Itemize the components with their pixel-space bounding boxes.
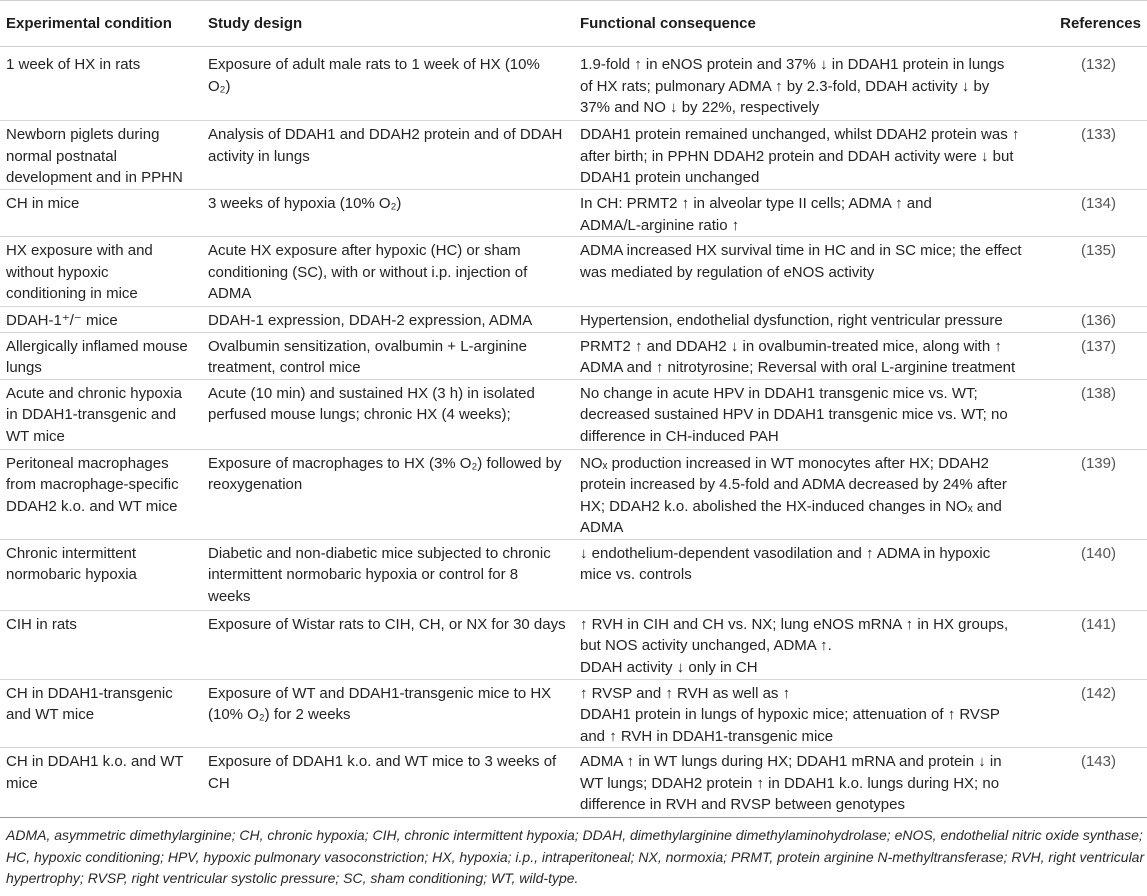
cell-text-line: CH in DDAH1-transgenic [6,684,173,702]
cell-text-line: Newborn piglets during [6,126,160,143]
cell-design [202,539,574,610]
cell-consequence [574,539,1029,610]
cell-text-line: ↓ endothelium-dependent vasodilation and ↑ ADMA in hypoxic [580,544,991,562]
cell-text-line: DDAH1 protein remained unchanged, whilst DDAH2 protein was ↑ [580,126,1020,143]
table-row [0,332,1147,379]
cell-design [202,332,574,379]
footnote-line: HC, hypoxic conditioning; HPV, hypoxic pulmonary vasoconstriction; HX, hypoxia; i.p., intraperitoneal; NX, normoxia; PRMT, protein arginine N-methyltransferase; RVH, right ventricular [6,848,1145,865]
cell-text-line: after birth; in PPHN DDAH2 protein and DDAH activity were ↓ but [580,147,1014,165]
cell-text-line: Acute (10 min) and sustained HX (3 h) in isolated [208,384,535,402]
cell-design [202,121,574,190]
cell-condition [0,237,202,307]
cell-text-line: CH in mice [6,195,80,212]
table-row [0,539,1147,610]
cell-design [202,47,574,121]
cell-condition [0,379,202,449]
cell-text-line: DDAH-1 expression, DDAH-2 expression, ADMA [208,312,533,329]
cell-design [202,679,574,748]
cell-text-line: mice [6,774,38,792]
cell-text-line: Peritoneal macrophages [6,454,169,472]
cell-condition [0,121,202,190]
cell-text-line: WT mice [6,427,65,445]
cell-design [202,237,574,307]
cell-reference: (132) [1029,47,1147,121]
cell-text-line: conditioning (SC), with or without i.p. injection of [208,263,528,281]
cell-text-line: DDAH1 protein unchanged [580,169,760,186]
cell-text-line: Exposure of WT and DDAH1-transgenic mice to HX [208,684,552,702]
cell-text-line: 3 weeks of hypoxia (10% O₂) [208,195,402,212]
cell-text-line: No change in acute HPV in DDAH1 transgenic mice vs. WT; [580,384,978,402]
cell-text-line: reoxygenation [208,476,303,493]
cell-condition [0,332,202,379]
cell-reference: (139) [1029,449,1147,539]
cell-text-line: mice vs. controls [580,566,692,583]
cell-design [202,748,574,818]
cell-reference: (138) [1029,379,1147,449]
cell-text-line: ADMA and ↑ nitrotyrosine; Reversal with oral L-arginine treatment [580,359,1016,376]
cell-text-line: CIH in rats [6,615,77,633]
cell-text-line: Exposure of Wistar rats to CIH, CH, or NX for 30 days [208,615,566,633]
cell-text-line: ADMA ↑ in WT lungs during HX; DDAH1 mRNA and protein ↓ in [580,753,1002,770]
cell-text-line: lungs [6,359,42,376]
cell-text-line: Acute and chronic hypoxia [6,384,182,402]
cell-design [202,190,574,237]
cell-text-line: O₂) [208,77,231,95]
cell-text-line: Diabetic and non-diabetic mice subjected to chronic [208,544,551,562]
table-row [0,748,1147,818]
table-row [0,307,1147,333]
cell-reference: (135) [1029,237,1147,307]
cell-text-line: and ↑ RVH in DDAH1-transgenic mice [580,727,834,745]
cell-condition [0,307,202,333]
cell-text-line: PRMT2 ↑ and DDAH2 ↓ in ovalbumin-treated mice, along with ↑ [580,337,1002,355]
cell-design [202,307,574,333]
header-study-design: Study design [202,1,574,47]
cell-text-line: DDAH1 protein in lungs of hypoxic mice; attenuation of ↑ RVSP [580,706,1000,723]
cell-text-line: activity in lungs [208,147,310,165]
table-row [0,121,1147,190]
cell-text-line: CH in DDAH1 k.o. and WT [6,753,184,770]
cell-consequence [574,748,1029,818]
cell-consequence [574,332,1029,379]
cell-condition [0,748,202,818]
table-row [0,449,1147,539]
cell-reference: (142) [1029,679,1147,748]
cell-condition [0,449,202,539]
cell-text-line: 1.9-fold ↑ in eNOS protein and 37% ↓ in DDAH1 protein in lungs [580,56,1005,73]
header-experimental-condition: Experimental condition [0,1,202,47]
table-row [0,379,1147,449]
cell-condition [0,190,202,237]
cell-consequence [574,237,1029,307]
cell-text-line: perfused mouse lungs; chronic HX (4 weeks); [208,406,511,423]
header-functional-consequence: Functional consequence [574,1,1029,47]
cell-reference: (133) [1029,121,1147,190]
table-row [0,610,1147,679]
cell-condition [0,539,202,610]
cell-text-line: ADMA [208,285,252,302]
cell-condition [0,610,202,679]
cell-text-line: (10% O₂) for 2 weeks [208,706,351,723]
cell-condition [0,679,202,748]
cell-text-line: Exposure of adult male rats to 1 week of HX (10% [208,56,540,73]
footnote-line: hypertrophy; RVSP, right ventricular systolic pressure; SC, sham conditioning; WT, wild-type. [6,870,579,886]
cell-text-line: Exposure of macrophages to HX (3% O₂) followed by [208,454,562,472]
footnote-line: ADMA, asymmetric dimethylarginine; CH, chronic hypoxia; CIH, chronic intermittent hypoxia; DDAH, dimethylarginine dimethylaminohydrolase; eNOS, endothelial nitric oxide synthase; [6,827,1143,843]
cell-design [202,449,574,539]
cell-text-line: ADMA/L-arginine ratio ↑ [580,216,740,234]
cell-text-line: CH [208,774,230,792]
cell-reference: (134) [1029,190,1147,237]
cell-text-line: 37% and NO ↓ by 22%, respectively [580,99,820,116]
cell-text-line: Ovalbumin sensitization, ovalbumin + L-arginine [208,337,527,355]
cell-text-line: HX exposure with and [6,242,153,259]
cell-text-line: ↑ RVH in CIH and CH vs. NX; lung eNOS mRNA ↑ in HX groups, [580,615,1009,633]
cell-text-line: difference in CH-induced PAH [580,427,779,445]
cell-condition [0,47,202,121]
header-references: References [1029,1,1147,47]
cell-text-line: decreased sustained HPV in DDAH1 transgenic mice vs. WT; no [580,406,1008,423]
cell-text-line: ADMA increased HX survival time in HC and in SC mice; the effect [580,242,1022,259]
cell-text-line: intermittent normobaric hypoxia or control for 8 [208,566,519,583]
cell-consequence [574,307,1029,333]
cell-text-line: Acute HX exposure after hypoxic (HC) or sham [208,242,521,259]
cell-text-line: weeks [208,587,251,605]
cell-text-line: of HX rats; pulmonary ADMA ↑ by 2.3-fold, DDAH activity ↓ by [580,77,990,95]
cell-text-line: normal postnatal [6,147,117,165]
cell-text-line: In CH: PRMT2 ↑ in alveolar type II cells; ADMA ↑ and [580,195,932,212]
cell-text-line: WT lungs; DDAH2 protein ↑ in DDAH1 k.o. lungs during HX; no [580,774,1000,792]
cell-reference: (141) [1029,610,1147,679]
cell-reference: (140) [1029,539,1147,610]
cell-text-line: 1 week of HX in rats [6,56,141,73]
table-row [0,190,1147,237]
cell-text-line: Chronic intermittent [6,544,137,562]
cell-design [202,610,574,679]
cell-consequence [574,449,1029,539]
table-header-row [0,1,1147,47]
table-row [0,47,1147,121]
cell-text-line: but NOS activity unchanged, ADMA ↑. [580,637,832,654]
cell-reference: (136) [1029,307,1147,333]
table-row [0,679,1147,748]
table-footnote [6,825,1144,890]
table-row [0,237,1147,307]
cell-consequence [574,610,1029,679]
cell-reference: (143) [1029,748,1147,818]
cell-text-line: ADMA [580,519,624,536]
cell-text-line: Allergically inflamed mouse [6,337,188,355]
cell-design [202,379,574,449]
cell-text-line: HX; DDAH2 k.o. abolished the HX-induced changes in NOₓ and [580,497,1002,515]
cell-text-line: from macrophage-specific [6,476,179,493]
cell-consequence [574,379,1029,449]
table-body [0,47,1147,818]
cell-text-line: Hypertension, endothelial dysfunction, right ventricular pressure [580,312,1003,329]
cell-text-line: DDAH-1⁺/⁻ mice [6,312,118,329]
cell-text-line: and WT mice [6,706,95,723]
cell-consequence [574,121,1029,190]
cell-text-line: DDAH2 k.o. and WT mice [6,497,178,515]
cell-text-line: ↑ RVSP and ↑ RVH as well as ↑ [580,684,791,702]
cell-text-line: development and in PPHN [6,169,183,186]
cell-consequence [574,47,1029,121]
cell-text-line: NOₓ production increased in WT monocytes after HX; DDAH2 [580,454,989,472]
cell-text-line: conditioning in mice [6,285,138,302]
cell-consequence [574,190,1029,237]
cell-text-line: protein increased by 4.5-fold and ADMA decreased by 24% after [580,476,1007,493]
cell-text-line: treatment, control mice [208,359,361,376]
cell-text-line: difference in RVH and RVSP between genotypes [580,796,905,813]
cell-text-line: was mediated by regulation of eNOS activity [580,263,875,281]
cell-reference: (137) [1029,332,1147,379]
cell-text-line: Analysis of DDAH1 and DDAH2 protein and of DDAH [208,126,563,143]
cell-text-line: DDAH activity ↓ only in CH [580,658,758,676]
cell-text-line: in DDAH1-transgenic and [6,406,177,423]
cell-text-line: normobaric hypoxia [6,566,137,583]
cell-text-line: Exposure of DDAH1 k.o. and WT mice to 3 weeks of [208,753,557,770]
cell-consequence [574,679,1029,748]
cell-text-line: without hypoxic [6,263,109,281]
